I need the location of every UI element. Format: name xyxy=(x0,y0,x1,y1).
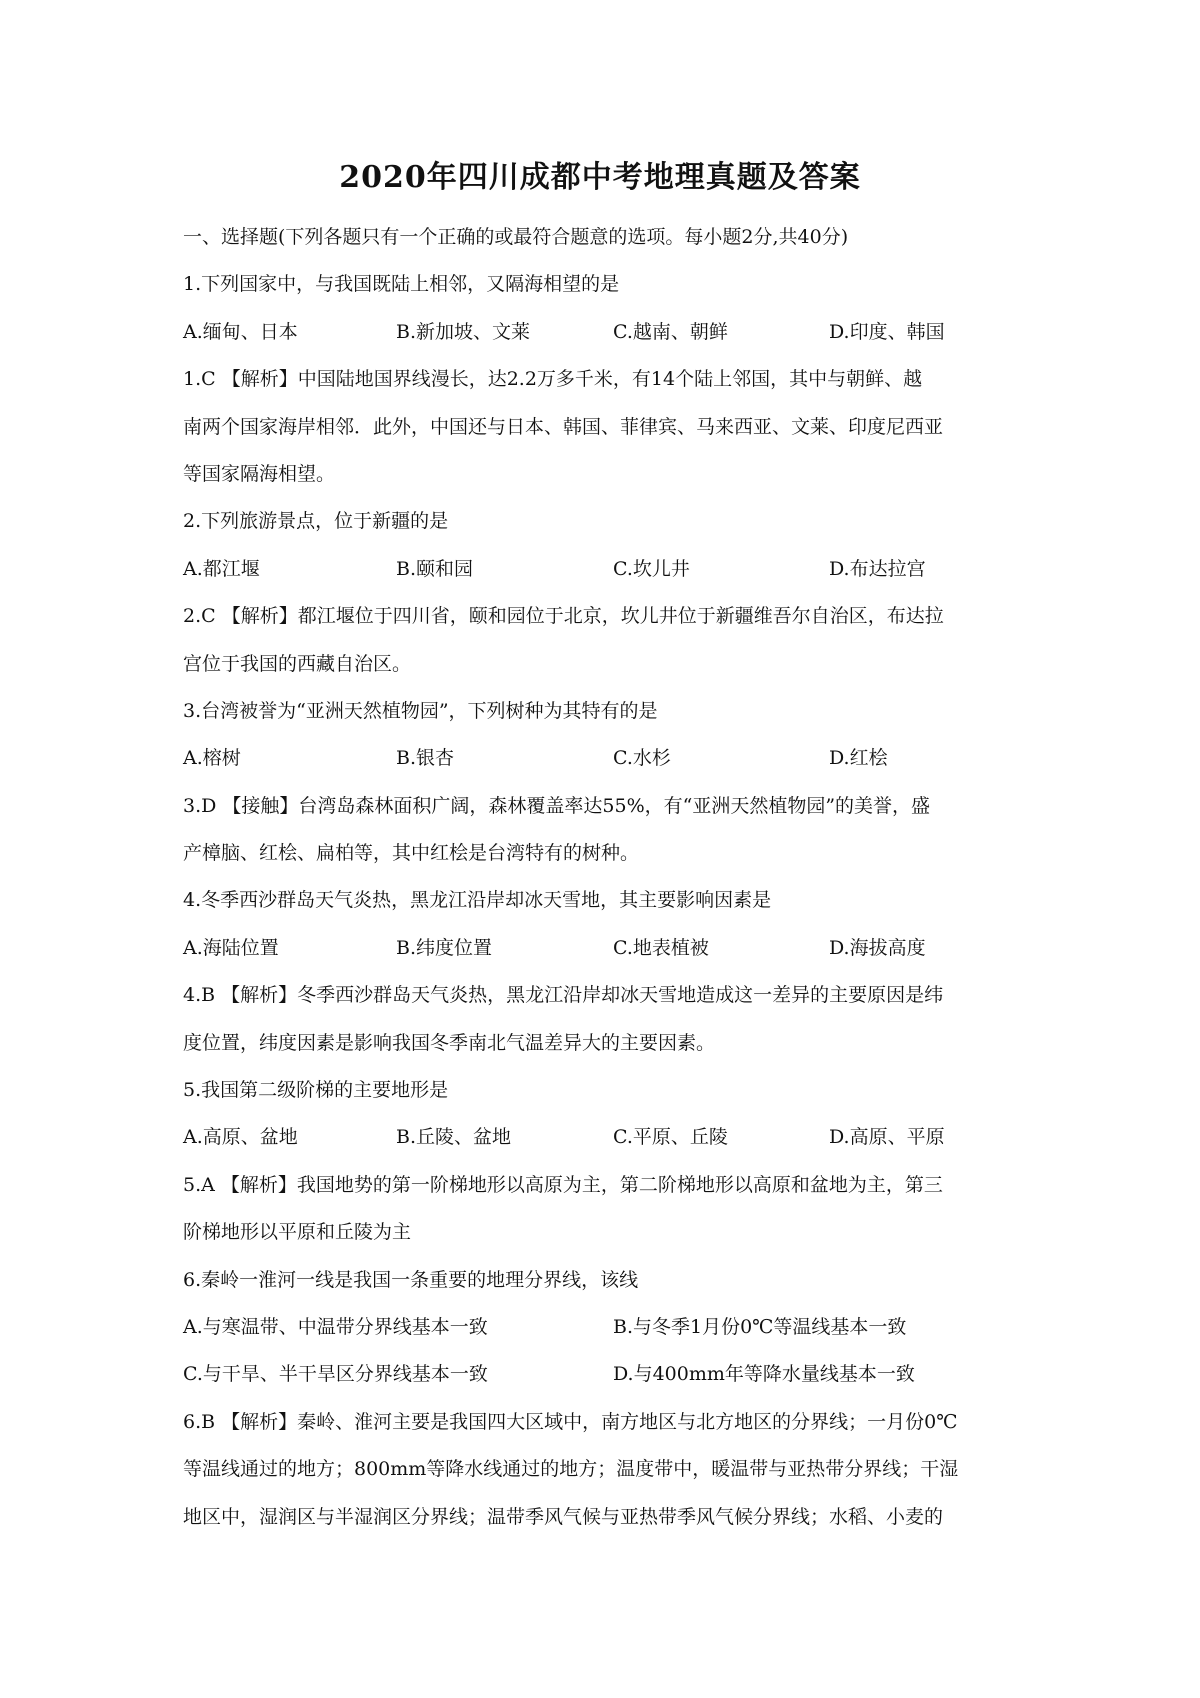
question-5-option-b: B.丘陵、盆地 xyxy=(396,1126,512,1149)
question-6-options-row-1 xyxy=(183,1304,1033,1351)
question-1-answer-line-1: 1.C 【解析】中国陆地国界线漫长，达2.2万多千米，有14个陆上邻国，其中与朝鲜、越 xyxy=(183,368,923,391)
question-1-answer-line-3: 等国家隔海相望。 xyxy=(183,462,336,485)
section-heading: 一、选择题(下列各题只有一个正确的或最符合题意的选项。每小题2分,共40分) xyxy=(183,226,849,248)
question-4-option-d: D.海拔高度 xyxy=(829,936,926,959)
document-title: 2020年四川成都中考地理真题及答案 xyxy=(339,160,861,195)
question-1-option-b: B.新加坡、文莱 xyxy=(396,320,531,343)
document-body xyxy=(183,214,1033,1541)
question-4-stem: 4.冬季西沙群岛天气炎热，黑龙江沿岸却冰天雪地，其主要影响因素是 xyxy=(183,889,772,912)
question-4-option-b: B.纬度位置 xyxy=(396,936,493,959)
question-1-option-a: A.缅甸、日本 xyxy=(183,320,298,343)
question-1-option-d: D.印度、韩国 xyxy=(829,320,945,343)
question-2-option-d: D.布达拉宫 xyxy=(829,557,926,580)
question-5-options xyxy=(183,1114,1033,1161)
question-3-options xyxy=(183,735,1033,782)
question-4-answer-line-2: 度位置，纬度因素是影响我国冬季南北气温差异大的主要因素。 xyxy=(183,1031,716,1054)
question-2-answer-line-2: 宫位于我国的西藏自治区。 xyxy=(183,652,412,675)
question-2-stem: 2.下列旅游景点，位于新疆的是 xyxy=(183,510,449,533)
question-1-options xyxy=(183,309,1033,356)
question-6-stem: 6.秦岭一淮河一线是我国一条重要的地理分界线，该线 xyxy=(183,1268,639,1291)
question-5-option-c: C.平原、丘陵 xyxy=(613,1126,728,1149)
question-1-option-c: C.越南、朝鲜 xyxy=(613,320,728,343)
question-3-stem: 3.台湾被誉为“亚洲天然植物园”，下列树种为其特有的是 xyxy=(183,699,658,722)
question-6-option-d: D.与400mm年等降水量线基本一致 xyxy=(613,1363,915,1386)
question-2-options xyxy=(183,546,1033,593)
question-3-option-c: C.水杉 xyxy=(613,747,671,770)
question-6-option-a: A.与寒温带、中温带分界线基本一致 xyxy=(183,1315,488,1338)
question-6-answer-line-2: 等温线通过的地方；800mm等降水线通过的地方；温度带中，暖温带与亚热带分界线；干湿 xyxy=(183,1458,959,1481)
question-3-option-a: A.榕树 xyxy=(183,747,241,770)
question-3-option-d: D.红桧 xyxy=(829,747,888,770)
question-4-options xyxy=(183,925,1033,972)
question-3-answer-line-2: 产樟脑、红桧、扁柏等，其中红桧是台湾特有的树种。 xyxy=(183,842,640,865)
question-4-option-a: A.海陆位置 xyxy=(183,936,279,959)
question-3-answer-line-1: 3.D 【接触】台湾岛森林面积广阔，森林覆盖率达55%，有“亚洲天然植物园”的美誉，盛 xyxy=(183,794,931,817)
question-1-answer-line-2: 南两个国家海岸相邻．此外，中国还与日本、韩国、菲律宾、马来西亚、文莱、印度尼西亚 xyxy=(183,415,944,438)
question-6-answer-line-3: 地区中，湿润区与半湿润区分界线；温带季风气候与亚热带季风气候分界线；水稻、小麦的 xyxy=(183,1505,944,1528)
question-3-option-b: B.银杏 xyxy=(396,747,455,770)
question-6-answer-line-1: 6.B 【解析】秦岭、淮河主要是我国四大区域中，南方地区与北方地区的分界线；一月份0℃ xyxy=(183,1410,958,1433)
question-5-stem: 5.我国第二级阶梯的主要地形是 xyxy=(183,1079,449,1102)
question-2-option-a: A.都江堰 xyxy=(183,557,260,580)
question-5-answer-line-1: 5.A 【解析】我国地势的第一阶梯地形以高原为主，第二阶梯地形以高原和盆地为主，第三 xyxy=(183,1173,943,1196)
question-4-answer-line-1: 4.B 【解析】冬季西沙群岛天气炎热，黑龙江沿岸却冰天雪地造成这一差异的主要原因是纬 xyxy=(183,984,944,1007)
question-4-option-c: C.地表植被 xyxy=(613,936,709,959)
question-6-options-row-2 xyxy=(183,1351,1033,1398)
question-1-stem: 1.下列国家中，与我国既陆上相邻，又隔海相望的是 xyxy=(183,273,620,296)
question-2-answer-line-1: 2.C 【解析】都江堰位于四川省，颐和园位于北京，坎儿井位于新疆维吾尔自治区，布达拉 xyxy=(183,605,944,628)
question-5-option-a: A.高原、盆地 xyxy=(183,1126,298,1149)
question-2-option-b: B.颐和园 xyxy=(396,557,474,580)
question-2-option-c: C.坎儿井 xyxy=(613,557,690,580)
question-6-option-c: C.与干旱、半干旱区分界线基本一致 xyxy=(183,1363,488,1386)
question-6-option-b: B.与冬季1月份0℃等温线基本一致 xyxy=(613,1315,907,1338)
question-5-answer-line-2: 阶梯地形以平原和丘陵为主 xyxy=(183,1221,412,1244)
question-5-option-d: D.高原、平原 xyxy=(829,1126,945,1149)
